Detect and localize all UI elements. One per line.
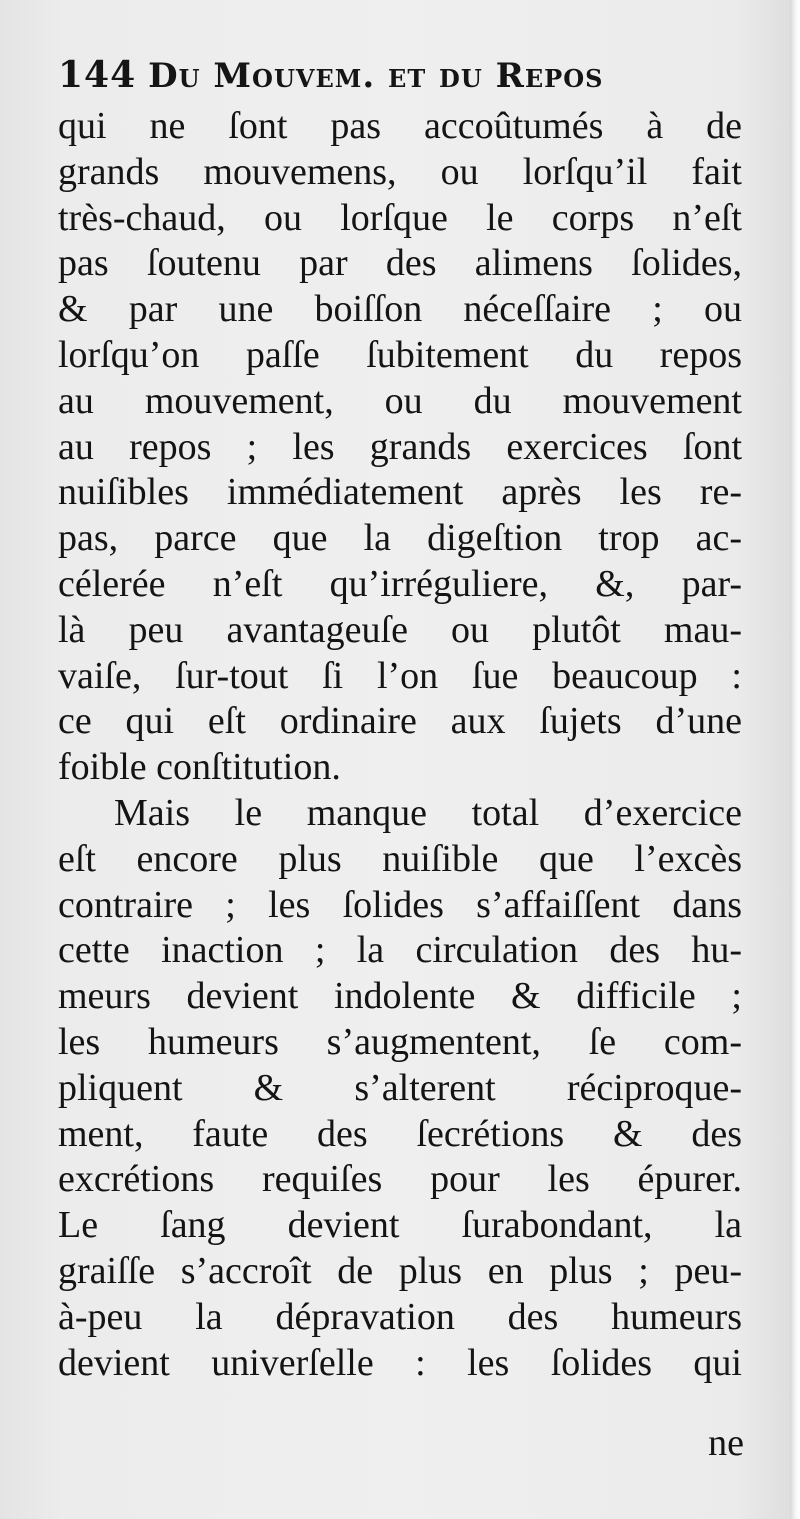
text-line: là peu avantageuſe ou plutôt mau- [58, 608, 742, 651]
page-number: 144 [58, 54, 137, 96]
text-line: graiſſe s’accroît de plus en plus ; peu- [58, 1249, 742, 1292]
text-line: au repos ; les grands exercices ſont [58, 425, 742, 468]
text-line: à-peu la dépravation des humeurs [58, 1295, 742, 1338]
text-line: vaiſe, ſur-tout ſi l’on ſue beaucoup : [58, 654, 742, 697]
body-text [58, 104, 742, 1386]
paragraph-end-line: foible conſtitution. [58, 746, 341, 789]
text-line: célerée n’eſt qu’irréguliere, &, par- [58, 562, 742, 605]
text-line: les humeurs s’augmentent, ſe com- [58, 1020, 742, 1063]
paragraph-start-line: Mais le manque total d’exercice [114, 791, 742, 834]
text-line: lorſqu’on paſſe ſubitement du repos [58, 333, 742, 376]
running-title: Du Mouvem. et du Repos [148, 56, 604, 96]
text-line: excrétions requiſes pour les épurer. [58, 1158, 742, 1201]
text-line: grands mouvemens, ou lorſqu’il fait [58, 150, 742, 193]
text-line: ce qui eſt ordinaire aux ſujets d’une [58, 700, 742, 743]
text-line: contraire ; les ſolides s’affaiſſent dans [58, 883, 742, 926]
text-line: au mouvement, ou du mouvement [58, 379, 742, 422]
text-line: Le ſang devient ſurabondant, la [58, 1204, 742, 1247]
text-line: & par une boiſſon néceſſaire ; ou [58, 288, 742, 331]
text-line: eſt encore plus nuiſible que l’excès [58, 837, 742, 880]
text-line: ment, faute des ſecrétions & des [58, 1112, 742, 1155]
running-head [58, 54, 748, 104]
text-line: pliquent & s’alterent réciproque- [58, 1066, 742, 1109]
text-line: qui ne ſont pas accoûtumés à de [58, 105, 742, 147]
text-line: cette inaction ; la circulation des hu- [58, 929, 742, 972]
page-edge [790, 0, 800, 1519]
text-line: meurs devient indolente & difficile ; [58, 975, 742, 1018]
text-line: très-chaud, ou lorſque le corps n’eſt [58, 196, 742, 239]
catchword: ne [708, 1422, 744, 1464]
text-line: pas ſoutenu par des alimens ſolides, [58, 242, 742, 285]
text-line: devient univerſelle : les ſolides qui [58, 1341, 742, 1384]
text-line: pas, parce que la digeſtion trop ac- [58, 517, 742, 560]
text-line: nuiſibles immédiatement après les re- [58, 471, 742, 514]
